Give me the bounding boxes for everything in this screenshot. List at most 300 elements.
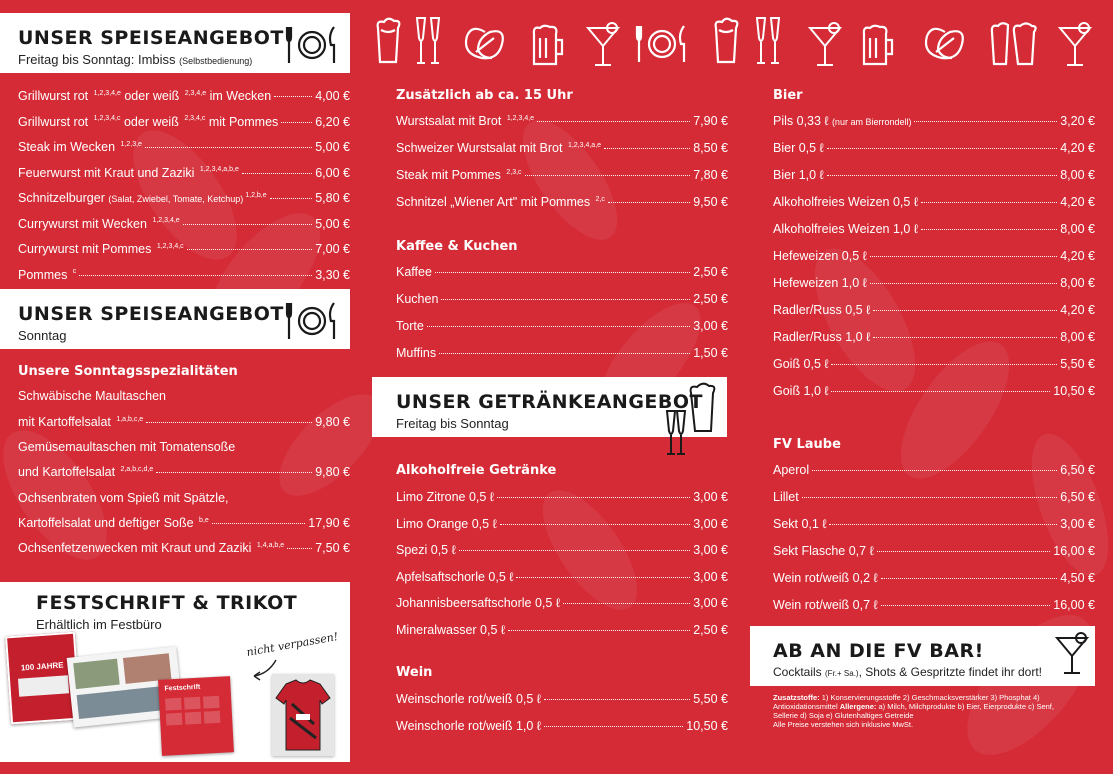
- laube-title: FV Laube: [773, 437, 841, 452]
- menu-row: [396, 265, 728, 279]
- kaffee-title: Kaffee & Kuchen: [396, 239, 518, 254]
- beer-glasses-icon: [661, 381, 721, 457]
- item-name: [773, 330, 870, 344]
- cocktail-icon: [1058, 22, 1092, 73]
- price: 4,20 €: [1060, 195, 1095, 209]
- price: 8,00 €: [1060, 330, 1095, 344]
- leader-dots: [270, 198, 313, 199]
- leader-dots: [79, 275, 312, 276]
- handwritten-note: nicht verpassen!: [245, 630, 340, 659]
- fvbar-title: AB AN DIE FV BAR!: [773, 640, 984, 662]
- item-name: [773, 517, 826, 531]
- item-name-text: Hefeweizen 1,0 ℓ: [773, 276, 867, 290]
- leader-dots: [281, 122, 312, 123]
- leader-dots: [537, 121, 690, 122]
- price: 7,50 €: [315, 541, 350, 555]
- allergen-codes: 1,2,3,4,e: [506, 114, 535, 122]
- item-name: [773, 463, 809, 477]
- item-name: [773, 276, 867, 290]
- fvbar-subtitle-note: (Fr.+ Sa.): [825, 669, 859, 678]
- leader-dots: [827, 175, 1058, 176]
- allergen-codes: 2,c: [595, 195, 605, 203]
- plate-cutlery-icon: [284, 25, 340, 65]
- menu-row: [396, 719, 728, 733]
- leader-dots: [441, 299, 690, 300]
- leader-dots: [427, 326, 690, 327]
- imbiss-subtitle-text: Freitag bis Sonntag: Imbiss: [18, 52, 176, 67]
- item-name-text: Feuerwurst mit Kraut und Zaziki: [18, 165, 198, 180]
- menu-row: [773, 303, 1095, 317]
- price: 7,00 €: [315, 242, 350, 256]
- pretzel-icon: [922, 24, 968, 69]
- price: 8,00 €: [1060, 276, 1095, 290]
- sonntag-subtitle: Sonntag: [18, 328, 67, 343]
- item-name: [18, 191, 267, 205]
- allergen-codes: 2,3,4,e: [184, 89, 207, 97]
- menu-row: [18, 140, 350, 154]
- item-name: [773, 168, 824, 182]
- item-name-text: Aperol: [773, 463, 810, 477]
- sonntag-line-text: Gemüsemaultaschen mit Tomatensoße: [18, 440, 236, 454]
- item-name: [773, 490, 799, 504]
- item-name-text: Goiß 1,0 ℓ: [773, 384, 829, 398]
- leader-dots: [877, 551, 1051, 552]
- item-name-text: Alkoholfreies Weizen 1,0 ℓ: [773, 222, 918, 236]
- leader-dots: [156, 472, 312, 473]
- price: 9,80 €: [315, 465, 350, 479]
- item-name-text: Grillwurst rot: [18, 89, 92, 103]
- item-name-text: Spezi 0,5 ℓ: [396, 543, 456, 557]
- sonntag-line-text: Ochsenbraten vom Spieß mit Spätzle,: [18, 491, 229, 505]
- leader-dots: [187, 249, 313, 250]
- menu-row: [773, 276, 1095, 290]
- item-name: [396, 517, 497, 531]
- price: 2,50 €: [693, 622, 728, 637]
- menu-row: [773, 571, 1095, 585]
- item-note: (Salat, Zwiebel, Tomate, Ketchup): [108, 194, 244, 204]
- menu-row: [773, 222, 1095, 236]
- item-name: [396, 719, 541, 733]
- sonntag-section-title: Unsere Sonntagsspezialitäten: [18, 364, 238, 379]
- item-name: [773, 384, 828, 398]
- item-name-text: mit Pommes: [205, 114, 279, 129]
- allergen-codes: 1,a,b,c,e: [116, 415, 144, 423]
- menu-row: [396, 168, 728, 182]
- item-name: [396, 490, 494, 504]
- item-name-text: Apfelsaftschorle 0,5 ℓ: [396, 569, 514, 584]
- item-name: [396, 265, 432, 279]
- festschrift-cover-image: [158, 676, 234, 756]
- price: 2,50 €: [693, 265, 728, 279]
- leader-dots: [146, 422, 312, 423]
- zusaetzlich-title: Zusätzlich ab ca. 15 Uhr: [396, 88, 573, 103]
- leader-dots: [563, 603, 690, 604]
- menu-row: [773, 517, 1095, 531]
- menu-row: [773, 463, 1095, 477]
- leader-dots: [831, 391, 1050, 392]
- menu-row: [773, 357, 1095, 371]
- price: 10,50 €: [1053, 384, 1095, 398]
- leader-dots: [914, 121, 1057, 122]
- price: 16,00 €: [1053, 544, 1095, 558]
- getraenke-title: UNSER GETRÄNKEANGEBOT: [396, 391, 703, 413]
- price: 17,90 €: [308, 516, 350, 530]
- leader-dots: [183, 224, 313, 225]
- leader-dots: [873, 310, 1057, 311]
- price: 4,00 €: [315, 89, 350, 103]
- leader-dots: [459, 550, 691, 551]
- beer-glass-icon: [710, 16, 742, 71]
- price: 3,00 €: [693, 319, 728, 333]
- leader-dots: [921, 229, 1057, 230]
- footnote: [773, 693, 1073, 729]
- leader-dots: [881, 605, 1051, 606]
- sonntag-row: [18, 541, 350, 555]
- menu-row: [773, 141, 1095, 155]
- sonntag-row: [18, 516, 350, 530]
- sonntag-row: [18, 465, 350, 479]
- item-name-text: Hefeweizen 0,5 ℓ: [773, 249, 867, 263]
- item-name: [773, 598, 878, 612]
- leader-dots: [274, 96, 312, 97]
- menu-row: [396, 623, 728, 637]
- menu-row: [18, 242, 350, 256]
- menu-row: [773, 544, 1095, 558]
- dish-name: Ochsenfetzenwecken mit Kraut und Zaziki: [18, 541, 255, 555]
- menu-row: [396, 596, 728, 610]
- price: 1,50 €: [693, 346, 728, 360]
- allergen-codes: 1,2,3,4,e: [152, 217, 180, 225]
- item-name: [396, 141, 601, 155]
- cocktail-icon: [808, 22, 842, 73]
- item-name: [396, 692, 541, 706]
- sonntag-row: [18, 415, 350, 429]
- wein-title: Wein: [396, 665, 433, 680]
- item-name-text: Kaffee: [396, 265, 432, 279]
- menu-row: [396, 543, 728, 557]
- leader-dots: [812, 470, 1057, 471]
- item-name: [396, 543, 456, 557]
- menu-row: [396, 114, 728, 128]
- price: 10,50 €: [686, 718, 728, 733]
- item-name-text: im Wecken: [206, 89, 272, 103]
- menu-row: [18, 268, 350, 282]
- bier-title: Bier: [773, 88, 803, 103]
- item-name: [396, 346, 436, 360]
- item-name-text: Mineralwasser 0,5 ℓ: [396, 622, 505, 637]
- allergen-codes: 1,2,3,4,e: [93, 89, 121, 97]
- item-name: [773, 114, 911, 128]
- allergen-codes: 1,4,a,b,e: [256, 541, 285, 549]
- item-name-text: Sekt 0,1 ℓ: [773, 517, 827, 531]
- price: 3,30 €: [315, 267, 350, 282]
- item-name-text: Torte: [396, 319, 424, 333]
- allergen-codes: 2,a,b,c,d,e: [120, 465, 154, 473]
- menu-row: [396, 319, 728, 333]
- booklet-label: 100 JAHRE: [20, 660, 64, 673]
- item-name: [773, 141, 824, 155]
- menu-row: [396, 490, 728, 504]
- menu-row: [396, 570, 728, 584]
- item-name-text: Steak im Wecken: [18, 140, 119, 154]
- menu-row: [396, 195, 728, 209]
- leader-dots: [500, 524, 691, 525]
- leader-dots: [497, 497, 690, 498]
- item-name: [396, 292, 438, 306]
- item-name: [773, 544, 874, 558]
- price: 6,20 €: [315, 114, 350, 129]
- price: 4,50 €: [1060, 571, 1095, 585]
- item-name-text: Grillwurst rot: [18, 114, 92, 129]
- sonntag-line: [18, 389, 166, 403]
- footnote-tax-note: Alle Preise verstehen sich inklusive MwSt.: [773, 720, 914, 729]
- footnote-additives: 1) Konservierungsstoffe 2) Geschmacksverstärker 3) Phosphat 4) Antioxidationsmittel: [773, 693, 1040, 711]
- price: 4,20 €: [1060, 249, 1095, 263]
- item-name: [773, 357, 828, 371]
- price: 3,20 €: [1060, 114, 1095, 128]
- item-name-text: Currywurst mit Pommes: [18, 242, 155, 256]
- allergen-codes: 2,3,c: [506, 168, 522, 176]
- item-name-text: Schnitzelburger: [18, 191, 109, 205]
- price: 7,80 €: [693, 168, 728, 182]
- leader-dots: [827, 148, 1058, 149]
- item-name-text: Currywurst mit Wecken: [18, 216, 151, 231]
- leader-dots: [831, 364, 1057, 365]
- leader-dots: [435, 272, 690, 273]
- price: 3,00 €: [693, 569, 728, 584]
- leader-dots: [287, 548, 312, 549]
- fvbar-subtitle: [773, 665, 1095, 679]
- dish-name: und Kartoffelsalat: [18, 465, 119, 479]
- pretzel-icon: [462, 24, 508, 69]
- item-name: [18, 268, 76, 282]
- price: 8,00 €: [1060, 168, 1095, 182]
- item-name-text: Sekt Flasche 0,7 ℓ: [773, 544, 874, 558]
- champagne-flutes-icon: [414, 16, 444, 73]
- item-name-text: oder weiß: [120, 114, 183, 129]
- price: 8,50 €: [693, 141, 728, 155]
- item-name: [18, 217, 180, 231]
- leader-dots: [544, 699, 690, 700]
- leader-dots: [870, 256, 1058, 257]
- leader-dots: [508, 630, 690, 631]
- price: 3,00 €: [693, 596, 728, 610]
- item-name: [396, 623, 505, 637]
- price: 3,00 €: [693, 543, 728, 557]
- imbiss-header: [0, 13, 350, 73]
- price: 9,80 €: [315, 415, 350, 429]
- allergen-codes: 2,3,4,c: [184, 115, 206, 123]
- price: 8,00 €: [1060, 222, 1095, 236]
- item-name-text: Schnitzel „Wiener Art" mit Pommes: [396, 195, 594, 209]
- item-name: [18, 115, 278, 129]
- menu-row: [773, 330, 1095, 344]
- menu-row: [396, 692, 728, 706]
- price: 16,00 €: [1053, 598, 1095, 612]
- price: 5,80 €: [315, 191, 350, 205]
- item-name-text: Wein rot/weiß 0,7 ℓ: [773, 598, 878, 612]
- menu-row: [18, 191, 350, 205]
- sonntag-title: UNSER SPEISEANGEBOT: [18, 303, 284, 325]
- item-name-text: Weinschorle rot/weiß 0,5 ℓ: [396, 692, 541, 706]
- plate-cutlery-icon: [634, 24, 690, 69]
- item-name: [773, 303, 870, 317]
- dish-name: Kartoffelsalat und deftiger Soße: [18, 516, 198, 530]
- item-name: [396, 195, 605, 209]
- item-name-text: Bier 1,0 ℓ: [773, 168, 824, 182]
- leader-dots: [921, 202, 1057, 203]
- item-name: [18, 166, 239, 180]
- top-icon-strip: [370, 16, 1100, 76]
- leader-dots: [608, 202, 690, 203]
- menu-row: [773, 490, 1095, 504]
- menu-row: [396, 292, 728, 306]
- getraenke-header: [372, 377, 727, 437]
- leader-dots: [870, 283, 1058, 284]
- price: 2,50 €: [693, 292, 728, 306]
- price: 5,50 €: [693, 692, 728, 706]
- price: 3,00 €: [693, 516, 728, 531]
- price: 7,90 €: [693, 114, 728, 128]
- item-name: [18, 140, 142, 154]
- dish-name: mit Kartoffelsalat: [18, 415, 115, 429]
- champagne-flutes-icon: [754, 16, 784, 73]
- fvbar-subtitle-a: Cocktails: [773, 665, 826, 679]
- menu-row: [773, 384, 1095, 398]
- menu-row: [396, 517, 728, 531]
- leader-dots: [873, 337, 1057, 338]
- price: 6,50 €: [1060, 490, 1095, 504]
- cocktail-icon: [586, 22, 620, 73]
- festschrift-box: [0, 582, 350, 762]
- menu-row: [18, 166, 350, 180]
- imbiss-title: UNSER SPEISEANGEBOT: [18, 27, 284, 49]
- footnote-allergens: a) Milch, Milchprodukte b) Eier, Eierprodukte c) Senf, Sellerie d) Soja e) Glutenhaltiges Getreide: [773, 702, 1054, 720]
- beer-glasses-icon: [988, 20, 1040, 75]
- item-name-text: Pils 0,33 ℓ: [773, 114, 832, 128]
- item-name: [396, 168, 522, 182]
- item-name-text: Lillet: [773, 490, 799, 504]
- item-name-text: Limo Orange 0,5 ℓ: [396, 516, 497, 531]
- menu-row: [773, 249, 1095, 263]
- menu-row: [773, 114, 1095, 128]
- imbiss-subtitle-note: (Selbstbedienung): [179, 56, 253, 66]
- item-name-text: Johannisbeersaftschorle 0,5 ℓ: [396, 596, 560, 610]
- menu-row: [18, 217, 350, 231]
- price: 3,00 €: [693, 490, 728, 504]
- beer-mug-icon: [530, 24, 566, 73]
- item-name-text: Wein rot/weiß 0,2 ℓ: [773, 571, 878, 585]
- item-name: [18, 242, 184, 256]
- item-note: (nur am Bierrondell): [831, 117, 912, 127]
- price: 4,20 €: [1060, 141, 1095, 155]
- item-name-text: Steak mit Pommes: [396, 168, 505, 182]
- price: 3,00 €: [1060, 517, 1095, 531]
- price: 4,20 €: [1060, 303, 1095, 317]
- item-name-text: Weinschorle rot/weiß 1,0 ℓ: [396, 718, 541, 733]
- price: 5,00 €: [315, 216, 350, 231]
- menu-row: [18, 115, 350, 129]
- getraenke-subtitle: Freitag bis Sonntag: [396, 416, 509, 431]
- item-name: [18, 89, 271, 103]
- fvbar-subtitle-b: , Shots & Gespritzte findet ihr dort!: [858, 665, 1042, 679]
- menu-row: [773, 195, 1095, 209]
- leader-dots: [145, 147, 312, 148]
- allergen-codes: 1,2,b,e: [245, 191, 267, 199]
- leader-dots: [439, 353, 690, 354]
- item-name-text: Radler/Russ 0,5 ℓ: [773, 303, 871, 317]
- item-name-text: Limo Zitrone 0,5 ℓ: [396, 490, 494, 504]
- footnote-label-allergens: Allergene:: [839, 702, 877, 711]
- menu-row: [773, 168, 1095, 182]
- item-name-text: Bier 0,5 ℓ: [773, 141, 824, 155]
- plate-cutlery-icon: [284, 301, 340, 341]
- leader-dots: [604, 148, 690, 149]
- alkoholfrei-title: Alkoholfreie Getränke: [396, 463, 557, 478]
- price: 5,00 €: [315, 140, 350, 154]
- price: 6,50 €: [1060, 463, 1095, 477]
- sonntag-line: [18, 491, 229, 505]
- sonntag-line: [18, 440, 235, 454]
- leader-dots: [544, 726, 683, 727]
- allergen-codes: 1,2,3,4,a,b,e: [199, 166, 239, 174]
- item-name-text: Goiß 0,5 ℓ: [773, 357, 829, 371]
- footnote-label-additives: Zusatzstoffe:: [773, 693, 820, 702]
- menu-row: [396, 141, 728, 155]
- item-name-text: Schweizer Wurstsalat mit Brot: [396, 141, 566, 155]
- leader-dots: [525, 175, 691, 176]
- trikot-image: [272, 674, 334, 756]
- leader-dots: [242, 173, 312, 174]
- item-name-text: Radler/Russ 1,0 ℓ: [773, 330, 871, 344]
- leader-dots: [802, 497, 1058, 498]
- item-name-text: Pommes: [18, 267, 71, 282]
- leader-dots: [212, 523, 306, 524]
- cocktail-icon: [1055, 632, 1089, 676]
- item-name: [396, 570, 513, 584]
- sonntag-header: [0, 289, 350, 349]
- background-leaf: [1016, 424, 1113, 585]
- menu-row: [773, 598, 1095, 612]
- item-name: [396, 114, 534, 128]
- item-name: [773, 195, 918, 209]
- item-name: [773, 222, 918, 236]
- allergen-codes: 1,2,3,4,a,e: [567, 141, 602, 149]
- price: 6,00 €: [315, 165, 350, 180]
- leader-dots: [516, 577, 690, 578]
- beer-mug-icon: [860, 24, 896, 73]
- festschrift-title: FESTSCHRIFT & TRIKOT: [36, 592, 298, 614]
- item-name: [396, 596, 560, 610]
- beer-glass-icon: [372, 16, 404, 71]
- item-name-text: Wurstsalat mit Brot: [396, 114, 505, 128]
- leader-dots: [881, 578, 1058, 579]
- booklet-cover-label: Festschrift: [164, 683, 201, 693]
- allergen-codes: c: [72, 268, 77, 276]
- item-name-text: Muffins: [396, 346, 437, 360]
- item-name: [773, 571, 878, 585]
- item-name-text: Alkoholfreies Weizen 0,5 ℓ: [773, 195, 918, 209]
- menu-row: [18, 89, 350, 103]
- item-name: [396, 319, 424, 333]
- fvbar-box: [750, 626, 1095, 686]
- allergen-codes: b,e: [199, 516, 209, 524]
- price: 5,50 €: [1060, 357, 1095, 371]
- leader-dots: [829, 524, 1057, 525]
- allergen-codes: 1,2,3,4,c: [156, 242, 184, 250]
- item-name-text: Kuchen: [396, 292, 439, 306]
- item-name: [773, 249, 867, 263]
